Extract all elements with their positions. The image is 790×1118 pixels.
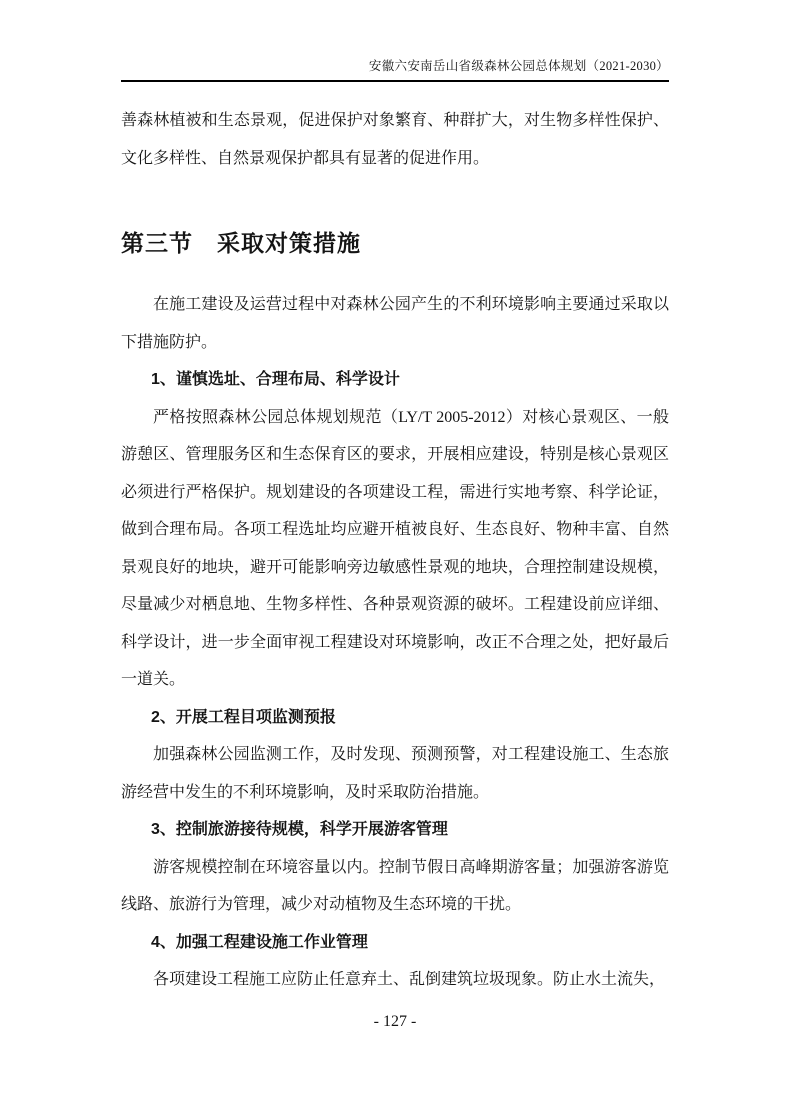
page-footer <box>0 1012 790 1032</box>
numbered-subheading: 2、开展工程目项监测预报 <box>151 708 336 726</box>
numbered-subheading: 4、加强工程建设施工作业管理 <box>151 933 368 951</box>
page-number: - 127 - <box>373 1013 417 1030</box>
paragraph: 各项建设工程施工应防止任意弃土、乱倒建筑垃圾现象。防止水土流失， <box>153 971 666 988</box>
section-title: 第三节 采取对策措施 <box>121 230 361 256</box>
paragraph: 游客规模控制在环境容量以内。控制节假日高峰期游客量；加强游客游览线路、旅游行为管理，减少对动植物及生态环境的干扰。 <box>121 858 669 913</box>
paragraph: 严格按照森林公园总体规划规范（LY/T 2005-2012）对核心景观区、一般游憩区、管理服务区和生态保育区的要求，开展相应建设，特别是核心景观区必须进行严格保护。规划建设的各项建设工程，需进行实地考察、科学论证，做到合理布局。各项工程选址均应避开植被良好、生态良好、物种丰富、自然景观良好的地块，避开可能影响旁边敏感性景观的地块，合理控制建设规模，尽量减少对栖息地、生物多样性、各种景观资源的破坏。工程建设前应详细、科学设计，进一步全面审视工程建设对环境影响，改正不合理之处，把好最后一道关。 <box>121 408 669 688</box>
numbered-subheading: 3、控制旅游接待规模，科学开展游客管理 <box>151 821 448 838</box>
numbered-subheading: 1、谨慎选址、合理布局、科学设计 <box>151 371 400 388</box>
page-header <box>121 0 669 82</box>
header-running-title: 安徽六安南岳山省级森林公园总体规划（2021-2030） <box>368 59 669 73</box>
paragraph: 加强森林公园监测工作，及时发现、预测预警，对工程建设施工、生态旅游经营中发生的不利环境影响，及时采取防治措施。 <box>121 746 669 801</box>
paragraph: 在施工建设及运营过程中对森林公园产生的不利环境影响主要通过采取以下措施防护。 <box>121 296 669 351</box>
paragraph-continuation: 善森林植被和生态景观，促进保护对象繁育、种群扩大，对生物多样性保护、文化多样性、自然景观保护都具有显著的促进作用。 <box>121 112 669 167</box>
document-body <box>121 82 669 999</box>
